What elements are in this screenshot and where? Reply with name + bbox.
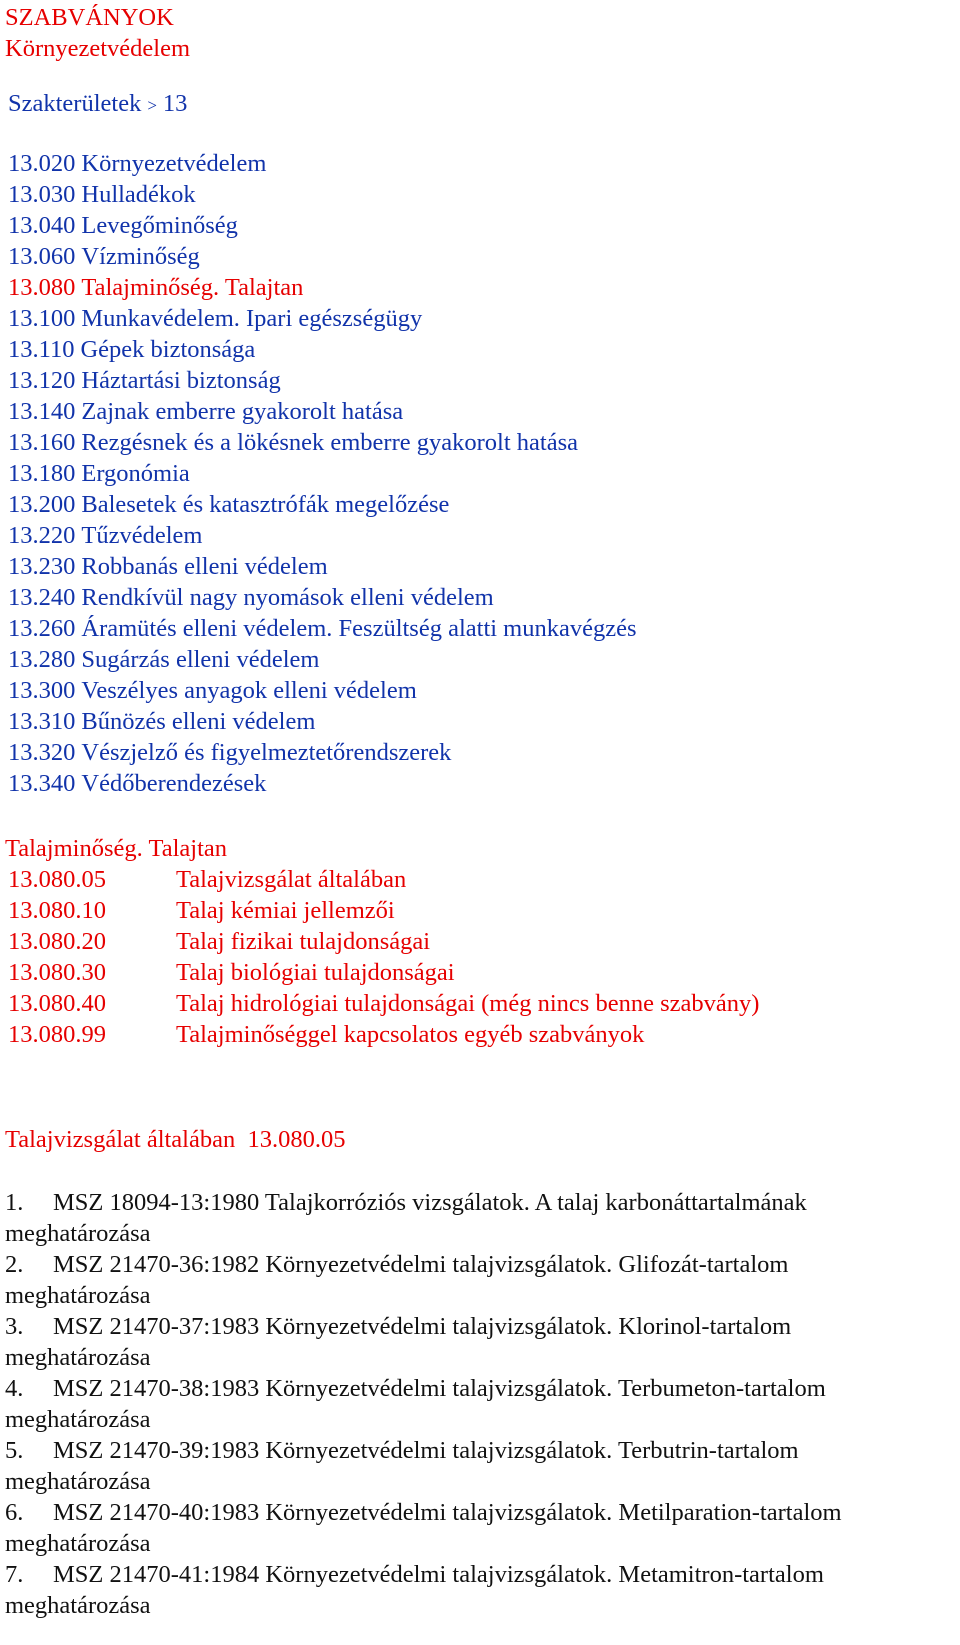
subcategory-label: Rendkívül nagy nyomások elleni védelem bbox=[81, 584, 494, 611]
standard-number: 4. bbox=[5, 1375, 24, 1402]
soil-section-heading: Talajminőség. Talajtan bbox=[5, 835, 227, 862]
subcategory-item[interactable] bbox=[8, 458, 637, 489]
subcategory-label: Hulladékok bbox=[81, 181, 196, 208]
subcategory-label: Bűnözés elleni védelem bbox=[81, 708, 316, 735]
page-title: SZABVÁNYOK bbox=[5, 4, 174, 31]
subcategory-item[interactable] bbox=[8, 303, 637, 334]
breadcrumb-current[interactable]: 13 bbox=[162, 90, 188, 117]
subcategory-item[interactable] bbox=[8, 210, 637, 241]
soil-subcategory-label: Talajvizsgálat általában bbox=[176, 866, 407, 893]
standard-title-continuation: meghatározása bbox=[5, 1592, 151, 1619]
subcategory-label: Zajnak emberre gyakorolt hatása bbox=[81, 398, 404, 425]
standard-number: 2. bbox=[5, 1251, 24, 1278]
subcategory-item[interactable] bbox=[8, 768, 637, 799]
subcategory-code: 13.180 bbox=[8, 460, 76, 487]
soil-subcategory-label: Talaj kémiai jellemzői bbox=[176, 897, 395, 924]
soil-subcategory-code: 13.080.05 bbox=[8, 866, 106, 893]
standard-title-continuation: meghatározása bbox=[5, 1468, 151, 1495]
subcategory-item[interactable] bbox=[8, 613, 637, 644]
soil-subcategory-code: 13.080.99 bbox=[8, 1021, 106, 1048]
subcategory-code: 13.220 bbox=[8, 522, 76, 549]
subcategory-item[interactable] bbox=[8, 179, 637, 210]
subcategory-code: 13.060 bbox=[8, 243, 76, 270]
standards-section-heading: Talajvizsgálat általában 13.080.05 bbox=[5, 1126, 346, 1153]
subcategory-item[interactable] bbox=[8, 241, 637, 272]
standard-item bbox=[5, 1435, 842, 1497]
standard-title: MSZ 21470-39:1983 Környezetvédelmi talajvizsgálatok. Terbutrin-tartalom bbox=[53, 1437, 799, 1464]
subcategory-item[interactable] bbox=[8, 148, 637, 179]
subcategory-code: 13.340 bbox=[8, 770, 76, 797]
subcategory-label: Vészjelző és figyelmeztetőrendszerek bbox=[81, 739, 452, 766]
subcategory-code: 13.100 bbox=[8, 305, 76, 332]
subcategory-label: Sugárzás elleni védelem bbox=[81, 646, 320, 673]
subcategory-code: 13.300 bbox=[8, 677, 76, 704]
subcategory-label: Talajminőség. Talajtan bbox=[81, 274, 304, 301]
subcategory-code: 13.320 bbox=[8, 739, 76, 766]
subcategory-label: Veszélyes anyagok elleni védelem bbox=[81, 677, 417, 704]
subcategory-code: 13.040 bbox=[8, 212, 76, 239]
subcategory-code: 13.240 bbox=[8, 584, 76, 611]
page-header bbox=[5, 2, 190, 64]
standard-item bbox=[5, 1311, 842, 1373]
standard-title-continuation: meghatározása bbox=[5, 1406, 151, 1433]
standard-number: 1. bbox=[5, 1189, 24, 1216]
standard-title-continuation: meghatározása bbox=[5, 1344, 151, 1371]
subcategory-label: Ergonómia bbox=[81, 460, 190, 487]
subcategory-label: Balesetek és katasztrófák megelőzése bbox=[81, 491, 450, 518]
subcategory-label: Levegőminőség bbox=[81, 212, 238, 239]
subcategory-item[interactable] bbox=[8, 334, 637, 365]
subcategory-code: 13.260 bbox=[8, 615, 76, 642]
subcategory-label: Munkavédelem. Ipari egészségügy bbox=[81, 305, 423, 332]
soil-subcategory-label: Talaj hidrológiai tulajdonságai (még nincs benne szabvány) bbox=[176, 990, 760, 1017]
soil-subcategory-list bbox=[8, 864, 759, 1050]
subcategory-label: Környezetvédelem bbox=[81, 150, 267, 177]
soil-subcategory-code: 13.080.40 bbox=[8, 990, 106, 1017]
subcategory-label: Tűzvédelem bbox=[81, 522, 203, 549]
subcategory-item-active[interactable] bbox=[8, 272, 637, 303]
standard-title: MSZ 21470-38:1983 Környezetvédelmi talajvizsgálatok. Terbumeton-tartalom bbox=[53, 1375, 826, 1402]
soil-subcategory-item[interactable] bbox=[8, 1019, 759, 1050]
subcategory-label: Rezgésnek és a lökésnek emberre gyakorolt hatása bbox=[81, 429, 578, 456]
standard-item bbox=[5, 1497, 842, 1559]
soil-subcategory-label: Talaj fizikai tulajdonságai bbox=[176, 928, 431, 955]
breadcrumb-separator: > bbox=[147, 96, 157, 115]
soil-subcategory-code: 13.080.10 bbox=[8, 897, 106, 924]
subcategory-item[interactable] bbox=[8, 582, 637, 613]
page-subtitle: Környezetvédelem bbox=[5, 35, 191, 62]
subcategory-code: 13.140 bbox=[8, 398, 76, 425]
subcategory-list bbox=[8, 148, 637, 799]
subcategory-item[interactable] bbox=[8, 644, 637, 675]
standard-item bbox=[5, 1249, 842, 1311]
subcategory-item[interactable] bbox=[8, 737, 637, 768]
soil-subcategory-label: Talajminőséggel kapcsolatos egyéb szabványok bbox=[176, 1021, 645, 1048]
subcategory-label: Áramütés elleni védelem. Feszültség alatti munkavégzés bbox=[81, 615, 637, 642]
standard-title-continuation: meghatározása bbox=[5, 1530, 151, 1557]
subcategory-item[interactable] bbox=[8, 520, 637, 551]
standards-list bbox=[5, 1187, 842, 1621]
breadcrumb bbox=[8, 88, 187, 121]
soil-subcategory-item[interactable] bbox=[8, 988, 759, 1019]
subcategory-item[interactable] bbox=[8, 365, 637, 396]
subcategory-label: Gépek biztonsága bbox=[80, 336, 256, 363]
standard-title: MSZ 18094-13:1980 Talajkorróziós vizsgálatok. A talaj karbonáttartalmának bbox=[53, 1189, 807, 1216]
soil-subcategory-code: 13.080.30 bbox=[8, 959, 106, 986]
subcategory-code: 13.080 bbox=[8, 274, 76, 301]
breadcrumb-root-link[interactable]: Szakterületek bbox=[8, 90, 142, 117]
standard-number: 6. bbox=[5, 1499, 24, 1526]
soil-subcategory-item[interactable] bbox=[8, 864, 759, 895]
subcategory-item[interactable] bbox=[8, 551, 637, 582]
soil-subcategory-item[interactable] bbox=[8, 895, 759, 926]
subcategory-code: 13.030 bbox=[8, 181, 76, 208]
soil-subcategory-item[interactable] bbox=[8, 957, 759, 988]
standard-item bbox=[5, 1373, 842, 1435]
standard-title: MSZ 21470-37:1983 Környezetvédelmi talajvizsgálatok. Klorinol-tartalom bbox=[53, 1313, 792, 1340]
standard-title-continuation: meghatározása bbox=[5, 1282, 151, 1309]
standard-number: 5. bbox=[5, 1437, 24, 1464]
subcategory-label: Védőberendezések bbox=[81, 770, 267, 797]
soil-subcategory-label: Talaj biológiai tulajdonságai bbox=[176, 959, 455, 986]
subcategory-item[interactable] bbox=[8, 489, 637, 520]
standard-title-continuation: meghatározása bbox=[5, 1220, 151, 1247]
subcategory-code: 13.020 bbox=[8, 150, 76, 177]
soil-subcategory-code: 13.080.20 bbox=[8, 928, 106, 955]
subcategory-label: Robbanás elleni védelem bbox=[81, 553, 328, 580]
subcategory-code: 13.310 bbox=[8, 708, 76, 735]
subcategory-code: 13.280 bbox=[8, 646, 76, 673]
subcategory-item[interactable] bbox=[8, 427, 637, 458]
subcategory-item[interactable] bbox=[8, 706, 637, 737]
standard-title: MSZ 21470-41:1984 Környezetvédelmi talajvizsgálatok. Metamitron-tartalom bbox=[53, 1561, 824, 1588]
subcategory-code: 13.110 bbox=[8, 336, 75, 363]
standard-item bbox=[5, 1187, 842, 1249]
subcategory-code: 13.230 bbox=[8, 553, 76, 580]
standard-title: MSZ 21470-40:1983 Környezetvédelmi talajvizsgálatok. Metilparation-tartalom bbox=[53, 1499, 842, 1526]
standard-item bbox=[5, 1559, 842, 1621]
subcategory-item[interactable] bbox=[8, 396, 637, 427]
subcategory-code: 13.120 bbox=[8, 367, 76, 394]
soil-subcategory-item[interactable] bbox=[8, 926, 759, 957]
standard-number: 7. bbox=[5, 1561, 24, 1588]
subcategory-label: Háztartási biztonság bbox=[81, 367, 281, 394]
subcategory-label: Vízminőség bbox=[81, 243, 200, 270]
subcategory-item[interactable] bbox=[8, 675, 637, 706]
standard-title: MSZ 21470-36:1982 Környezetvédelmi talajvizsgálatok. Glifozát-tartalom bbox=[53, 1251, 789, 1278]
subcategory-code: 13.200 bbox=[8, 491, 76, 518]
standard-number: 3. bbox=[5, 1313, 24, 1340]
subcategory-code: 13.160 bbox=[8, 429, 76, 456]
